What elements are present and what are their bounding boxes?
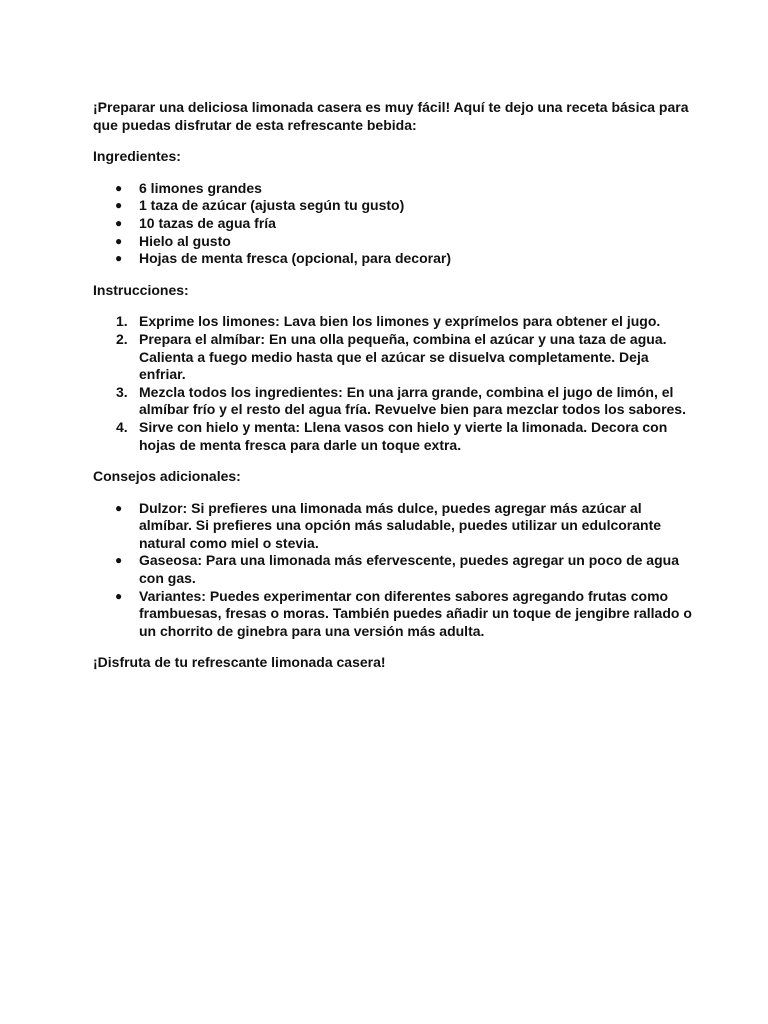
list-item-text: Variantes: Puedes experimentar con diferentes sabores agregando frutas como frambuesas, fresas o moras. También puedes añadir un toque de jengibre rallado o un chorrito de ginebra para una versión más adulta. bbox=[139, 587, 692, 639]
ingredients-list bbox=[93, 180, 693, 268]
instructions-heading: Instrucciones: bbox=[93, 281, 189, 298]
step-text: Mezcla todos los ingredientes: En una jarra grande, combina el jugo de limón, el almíbar frío y el resto del agua fría. Revuelve bien para mezclar todos los sabores. bbox=[139, 383, 686, 418]
bullet-icon: ● bbox=[115, 500, 123, 515]
step-number: 2. bbox=[116, 330, 128, 347]
list-item bbox=[93, 180, 693, 198]
list-item bbox=[93, 419, 693, 454]
list-item bbox=[93, 233, 693, 251]
instructions-list bbox=[93, 313, 693, 454]
list-item bbox=[93, 313, 693, 331]
step-text: Prepara el almíbar: En una olla pequeña, combina el azúcar y una taza de agua. Calienta a fuego medio hasta que el azúcar se disuelva completamente. Deja enfriar. bbox=[139, 330, 667, 383]
list-item bbox=[93, 197, 693, 215]
list-item-text: 10 tazas de agua fría bbox=[139, 214, 276, 231]
list-item-text: Hielo al gusto bbox=[139, 232, 231, 249]
list-item bbox=[93, 384, 693, 419]
list-item-text: Hojas de menta fresca (opcional, para decorar) bbox=[139, 250, 451, 267]
bullet-icon: ● bbox=[115, 251, 123, 266]
list-item bbox=[93, 552, 693, 587]
bullet-icon: ● bbox=[115, 233, 123, 248]
step-text: Exprime los limones: Lava bien los limones y exprímelos para obtener el jugo. bbox=[139, 313, 661, 330]
list-item bbox=[93, 215, 693, 233]
step-number: 1. bbox=[116, 313, 128, 330]
intro-paragraph: ¡Preparar una deliciosa limonada casera es muy fácil! Aquí te dejo una receta básica para que puedas disfrutar de esta refrescante bebida: bbox=[93, 99, 689, 133]
bullet-icon: ● bbox=[115, 553, 123, 568]
list-item bbox=[93, 331, 693, 384]
list-item-text: 1 taza de azúcar (ajusta según tu gusto) bbox=[139, 197, 405, 214]
list-item bbox=[93, 500, 693, 553]
bullet-icon: ● bbox=[115, 198, 123, 213]
ingredients-heading: Ingredientes: bbox=[93, 148, 181, 165]
document-page bbox=[93, 99, 693, 672]
list-item-text: 6 limones grandes bbox=[139, 179, 262, 196]
tips-heading: Consejos adicionales: bbox=[93, 468, 241, 485]
list-item-text: Dulzor: Si prefieres una limonada más dulce, puedes agregar más azúcar al almíbar. Si prefieres una opción más saludable, puedes utilizar un edulcorante natural como miel o stevia. bbox=[139, 499, 662, 551]
list-item-text: Gaseosa: Para una limonada más efervescente, puedes agregar un poco de agua con gas. bbox=[139, 552, 679, 587]
step-number: 3. bbox=[116, 383, 128, 400]
bullet-icon: ● bbox=[115, 180, 123, 195]
step-text: Sirve con hielo y menta: Llena vasos con hielo y vierte la limonada. Decora con hojas de menta fresca para darle un toque extra. bbox=[139, 418, 668, 453]
closing-line: ¡Disfruta de tu refrescante limonada casera! bbox=[93, 654, 386, 671]
bullet-icon: ● bbox=[115, 588, 123, 603]
list-item bbox=[93, 588, 693, 641]
tips-list bbox=[93, 500, 693, 641]
list-item bbox=[93, 250, 693, 268]
bullet-icon: ● bbox=[115, 215, 123, 230]
step-number: 4. bbox=[116, 418, 128, 435]
